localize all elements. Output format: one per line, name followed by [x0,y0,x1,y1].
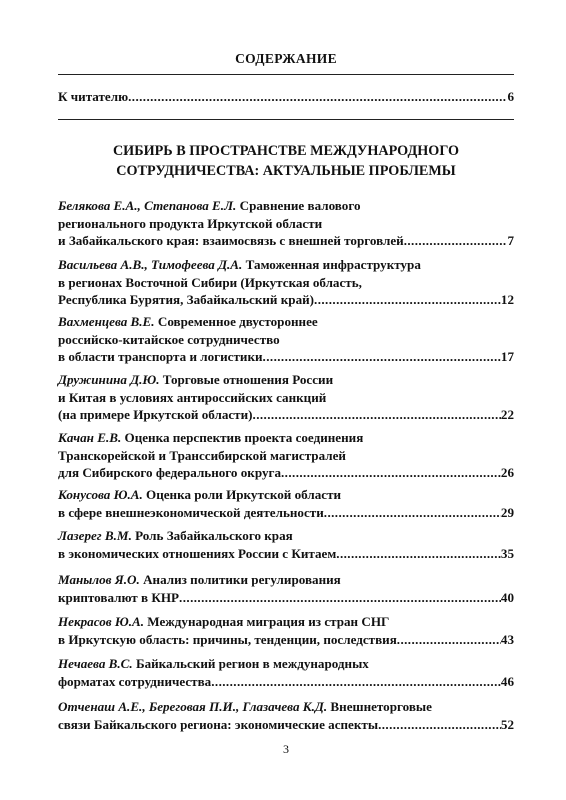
leader-dots [253,406,501,424]
toc-entry-page: 35 [500,545,514,561]
toc-entry-title: Роль Забайкальского края [135,528,293,543]
divider-top [58,74,514,75]
toc-entry-author: Качан Е.В. [58,430,122,445]
toc-entry[interactable] [58,571,514,606]
toc-entry[interactable] [58,527,514,562]
toc-entry-page: 52 [500,716,514,732]
toc-entry-author: Васильева А.В., Тимофеева Д.А. [58,257,243,272]
toc-entry-page: 7 [507,233,514,249]
toc-entry-title: Внешнеторговые [330,699,432,714]
toc-entry[interactable] [58,698,514,733]
leader-dots [404,232,508,250]
toc-entry-page: 43 [500,631,514,647]
toc-entry-title: Таможенная инфраструктура [245,257,421,272]
leader-dots [397,631,501,649]
toc-entry-title: и Китая в условиях антироссийских санкций [58,389,327,405]
toc-entry-title: связи Байкальского региона: экономические аспекты [58,716,379,732]
toc-entry-title: в экономических отношениях России с Китаем [58,545,337,561]
toc-entry-title: Сравнение валового [239,198,361,213]
leader-dots [378,716,501,734]
toc-entry-author: Нечаева В.С. [58,656,133,671]
section-title-line: СИБИРЬ В ПРОСТРАНСТВЕ МЕЖДУНАРОДНОГО [112,143,460,159]
toc-entry-page: 17 [500,349,514,365]
toc-entry[interactable] [58,613,514,648]
toc-entry-title: Республика Бурятия, Забайкальский край) [58,292,315,308]
toc-entry-author: Некрасов Ю.А. [58,614,144,629]
toc-heading: СОДЕРЖАНИЕ [235,51,337,66]
toc-entry-title: в сфере внешнеэкономической деятельности [58,504,324,520]
page-number: 3 [283,742,289,756]
toc-entry-author: Белякова Е.А., Степанова Е.Л. [58,198,237,213]
toc-entry[interactable] [58,313,514,366]
toc-entry-author: Вахменцева В.Е. [58,314,155,329]
toc-entry-title: форматах сотрудничества [58,673,212,689]
toc-entry-title: регионального продукта Иркутской области [58,215,323,231]
toc-entry[interactable] [58,655,514,690]
section-title [58,141,514,181]
leader-dots [336,545,501,563]
toc-entry-page: 6 [507,89,514,104]
leader-dots [179,589,501,607]
toc-entry-author: Дружинина Д.Ю. [58,372,160,387]
toc-entry-title: Байкальский регион в международных [135,656,369,671]
toc-entry-title: Оценка перспектив проекта соединения [124,430,364,445]
toc-entry-title: Транскорейской и Транссибирской магистралей [58,447,346,463]
toc-entry-author: Манылов Я.О. [58,572,140,587]
toc-entry-title: в регионах Восточной Сибири (Иркутская область, [58,274,362,290]
toc-entry-author: Отченаш А.Е., Береговая П.И., Глазачева К.Д. [58,699,328,714]
toc-entry-title: российско-китайское сотрудничество [58,331,280,347]
toc-entry-title: криптовалют в КНР [58,589,180,605]
toc-entry-page: 40 [500,589,514,605]
toc-entry[interactable] [58,197,514,250]
section-title-line: СОТРУДНИЧЕСТВА: АКТУАЛЬНЫЕ ПРОБЛЕМЫ [116,163,456,179]
toc-entry-author: Конусова Ю.А. [58,487,143,502]
leader-dots [281,464,501,482]
toc-entry-title: Торговые отношения России [162,372,334,387]
toc-entry-title: Оценка роли Иркутской области [146,487,342,502]
leader-dots [324,504,501,522]
toc-entry-title: в Иркутскую область: причины, тенденции, последствия [58,631,397,647]
toc-page [58,0,514,800]
leader-dots [314,291,501,309]
toc-entry[interactable] [58,486,514,521]
toc-entry-title: и Забайкальского края: взаимосвязь с внешней торговлей [58,233,404,249]
toc-entry-intro[interactable] [58,88,514,106]
toc-entry-title: Международная миграция из стран СНГ [147,614,390,629]
toc-entry-page: 46 [500,673,514,689]
leader-dots [128,88,507,106]
toc-entry-page: 29 [500,504,514,520]
toc-entry[interactable] [58,371,514,424]
toc-entry[interactable] [58,256,514,309]
toc-entry-page: 12 [500,292,514,308]
leader-dots [211,673,501,691]
leader-dots [263,348,501,366]
toc-entry[interactable] [58,429,514,482]
toc-entry-page: 22 [500,407,514,423]
toc-entry-title: Анализ политики регулирования [143,572,341,587]
toc-entry-title: в области транспорта и логистики [58,349,263,365]
toc-entry-author: Лазерег В.М. [58,528,132,543]
toc-entry-title: Современное двустороннее [157,314,318,329]
toc-entry-title: К читателю [58,89,129,104]
toc-entry-title: (на примере Иркутской области) [58,407,253,423]
divider-bottom [58,119,514,120]
toc-entry-page: 26 [500,465,514,481]
toc-entry-title: для Сибирского федерального округа [58,465,281,481]
